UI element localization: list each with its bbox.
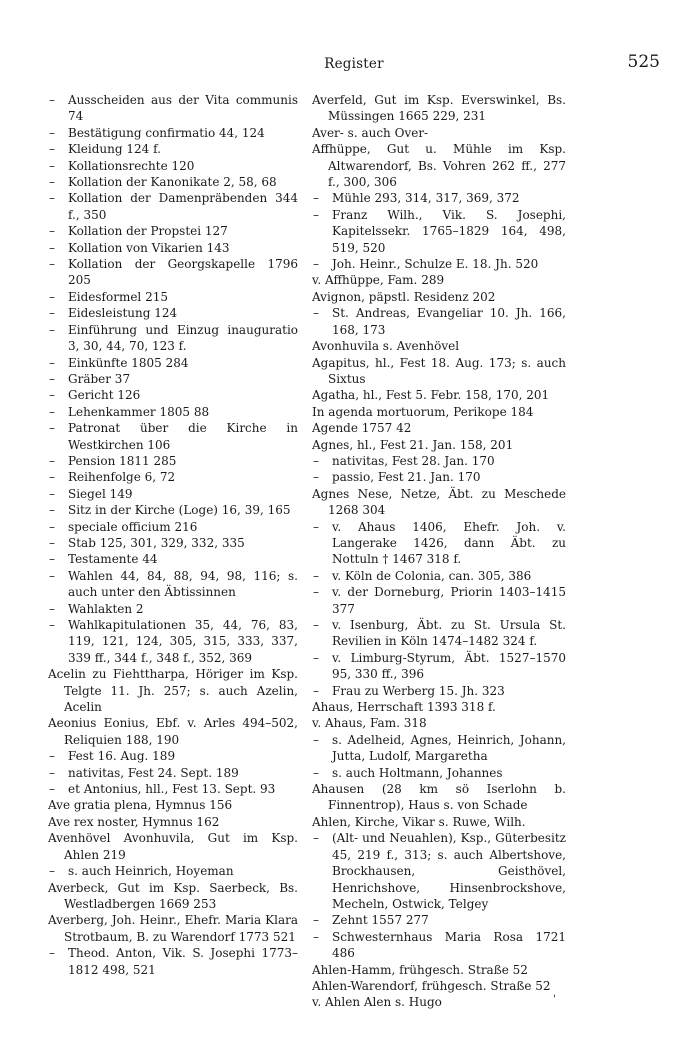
index-subentry: – v. Limburg-Styrum, Äbt. 1527–1570 95, 330 ff., 396	[312, 650, 566, 683]
index-subentry: – v. Isenburg, Äbt. zu St. Ursula St. Revilien in Köln 1474–1482 324 f.	[312, 617, 566, 650]
index-subentry: – passio, Fest 21. Jan. 170	[312, 469, 566, 485]
index-subentry: – Kollation der Georgskapelle 1796 205	[48, 256, 298, 289]
stray-mark: '	[553, 994, 556, 1005]
index-subentry: – Wahlkapitulationen 35, 44, 76, 83, 119, 121, 124, 305, 315, 333, 337, 339 ff., 344 f., 348 f., 352, 369	[48, 617, 298, 666]
index-subentry: – Lehenkammer 1805 88	[48, 404, 298, 420]
index-subentry: – Wahlen 44, 84, 88, 94, 98, 116; s. auch unter den Äbtissinnen	[48, 568, 298, 601]
index-subentry: – (Alt- und Neuahlen), Ksp., Güterbesitz 45, 219 f., 313; s. auch Albertshove, Brockhausen, Geisthövel, Henrichshove, Hinsenbrockshove, Mecheln, Ostwick, Telgey	[312, 830, 566, 912]
index-subentry: – Gräber 37	[48, 371, 298, 387]
index-entry: Ahaus, Herrschaft 1393 318 f.	[312, 700, 496, 715]
index-subentry: – Patronat über die Kirche in Westkirchen 106	[48, 420, 298, 453]
index-entry: Agende 1757 42	[312, 421, 412, 436]
index-column-right	[312, 92, 566, 1011]
index-entry: Ahausen (28 km sö Iserlohn b. Finnentrop), Haus s. von Schade	[312, 782, 566, 813]
page-number: 525	[627, 52, 660, 72]
index-subentry: – Kollation der Damenpräbenden 344 f., 350	[48, 190, 298, 223]
index-entry: Acelin zu Fiehttharpa, Höriger im Ksp. Telgte 11. Jh. 257; s. auch Azelin, Acelin	[48, 667, 298, 715]
index-entry: Avonhuvila s. Avenhövel	[312, 339, 460, 354]
index-entry: Affhüppe, Gut u. Mühle im Ksp. Altwarendorf, Bs. Vohren 262 ff., 277 f., 300, 306	[312, 142, 566, 190]
index-entry: Ahlen-Hamm, frühgesch. Straße 52	[312, 962, 528, 977]
index-subentry: – s. auch Heinrich, Hoyeman	[48, 863, 298, 879]
index-entry: v. Affhüppe, Fam. 289	[312, 273, 445, 288]
index-entry: Avignon, päpstl. Residenz 202	[312, 289, 496, 304]
index-entry: Averberg, Joh. Heinr., Ehefr. Maria Klara Strotbaum, B. zu Warendorf 1773 521	[48, 913, 298, 944]
index-subentry: – Frau zu Werberg 15. Jh. 323	[312, 683, 566, 699]
index-subentry: – et Antonius, hll., Fest 13. Sept. 93	[48, 781, 298, 797]
index-entry: Aver- s. auch Over-	[312, 125, 429, 140]
index-subentry: – Kollation der Propstei 127	[48, 223, 298, 239]
index-subentry: – Kollation von Vikarien 143	[48, 240, 298, 256]
index-subentry: – Schwesternhaus Maria Rosa 1721 486	[312, 929, 566, 962]
index-column-left	[48, 92, 298, 978]
index-subentry: – v. der Dorneburg, Priorin 1403–1415 377	[312, 584, 566, 617]
index-subentry: – Pension 1811 285	[48, 453, 298, 469]
index-subentry: – Testamente 44	[48, 551, 298, 567]
index-subentry: – Bestätigung confirmatio 44, 124	[48, 125, 298, 141]
index-subentry: – Stab 125, 301, 329, 332, 335	[48, 535, 298, 551]
index-entry: Agatha, hl., Fest 5. Febr. 158, 170, 201	[312, 388, 550, 403]
index-subentry: – v. Ahaus 1406, Ehefr. Joh. v. Langerake 1426, dann Äbt. zu Nottuln † 1467 318 f.	[312, 519, 566, 568]
index-subentry: – Einkünfte 1805 284	[48, 355, 298, 371]
index-subentry: – Franz Wilh., Vik. S. Josephi, Kapitelssekr. 1765–1829 164, 498, 519, 520	[312, 207, 566, 256]
index-entry: In agenda mortuorum, Perikope 184	[312, 404, 534, 419]
page-header	[48, 52, 660, 80]
index-subentry: – Kleidung 124 f.	[48, 141, 298, 157]
index-entry: Ahlen, Kirche, Vikar s. Ruwe, Wilh.	[312, 814, 526, 829]
index-subentry: – Siegel 149	[48, 486, 298, 502]
index-entry: Averfeld, Gut im Ksp. Everswinkel, Bs. Müssingen 1665 229, 231	[312, 93, 566, 124]
index-subentry: – Joh. Heinr., Schulze E. 18. Jh. 520	[312, 256, 566, 272]
index-subentry: – Ausscheiden aus der Vita communis 74	[48, 92, 298, 125]
index-entry: Agnes Nese, Netze, Äbt. zu Meschede 1268 304	[312, 486, 566, 518]
index-subentry: – s. auch Holtmann, Johannes	[312, 765, 566, 781]
index-subentry: – Einführung und Einzug inauguratio 3, 30, 44, 70, 123 f.	[48, 322, 298, 355]
index-subentry: – v. Köln de Colonia, can. 305, 386	[312, 568, 566, 584]
index-subentry: – Wahlakten 2	[48, 601, 298, 617]
index-entry: Avenhövel Avonhuvila, Gut im Ksp. Ahlen 219	[48, 831, 298, 862]
index-subentry: – speciale officium 216	[48, 519, 298, 535]
index-entry: Ave gratia plena, Hymnus 156	[48, 798, 233, 813]
index-subentry: – Mühle 293, 314, 317, 369, 372	[312, 190, 566, 206]
index-entry: Ave rex noster, Hymnus 162	[48, 814, 220, 829]
index-subentry: – Zehnt 1557 277	[312, 912, 566, 928]
index-subentry: – Gericht 126	[48, 387, 298, 403]
index-subentry: – nativitas, Fest 28. Jan. 170	[312, 453, 566, 469]
index-subentry: – St. Andreas, Evangeliar 10. Jh. 166, 168, 173	[312, 305, 566, 338]
index-entry: Agapitus, hl., Fest 18. Aug. 173; s. auch Sixtus	[312, 355, 566, 386]
index-entry: v. Ahlen Alen s. Hugo	[312, 995, 442, 1010]
index-entry: Ahlen-Warendorf, frühgesch. Straße 52	[312, 978, 551, 993]
index-subentry: – Sitz in der Kirche (Loge) 16, 39, 165	[48, 502, 298, 518]
index-subentry: – nativitas, Fest 24. Sept. 189	[48, 765, 298, 781]
index-subentry: – Eidesformel 215	[48, 289, 298, 305]
index-subentry: – Fest 16. Aug. 189	[48, 748, 298, 764]
index-entry: Agnes, hl., Fest 21. Jan. 158, 201	[312, 437, 514, 452]
index-subentry: – Eidesleistung 124	[48, 305, 298, 321]
index-subentry: – s. Adelheid, Agnes, Heinrich, Johann, Jutta, Ludolf, Margaretha	[312, 732, 566, 765]
index-entry: Averbeck, Gut im Ksp. Saerbeck, Bs. Westladbergen 1669 253	[48, 880, 298, 911]
index-entry: v. Ahaus, Fam. 318	[312, 716, 427, 731]
index-subentry: – Kollationsrechte 120	[48, 158, 298, 174]
index-subentry: – Reihenfolge 6, 72	[48, 469, 298, 485]
running-title: Register	[324, 56, 384, 72]
index-subentry: – Kollation der Kanonikate 2, 58, 68	[48, 174, 298, 190]
index-entry: Aeonius Eonius, Ebf. v. Arles 494–502, Reliquien 188, 190	[48, 716, 298, 747]
index-subentry: – Theod. Anton, Vik. S. Josephi 1773–1812 498, 521	[48, 945, 298, 978]
